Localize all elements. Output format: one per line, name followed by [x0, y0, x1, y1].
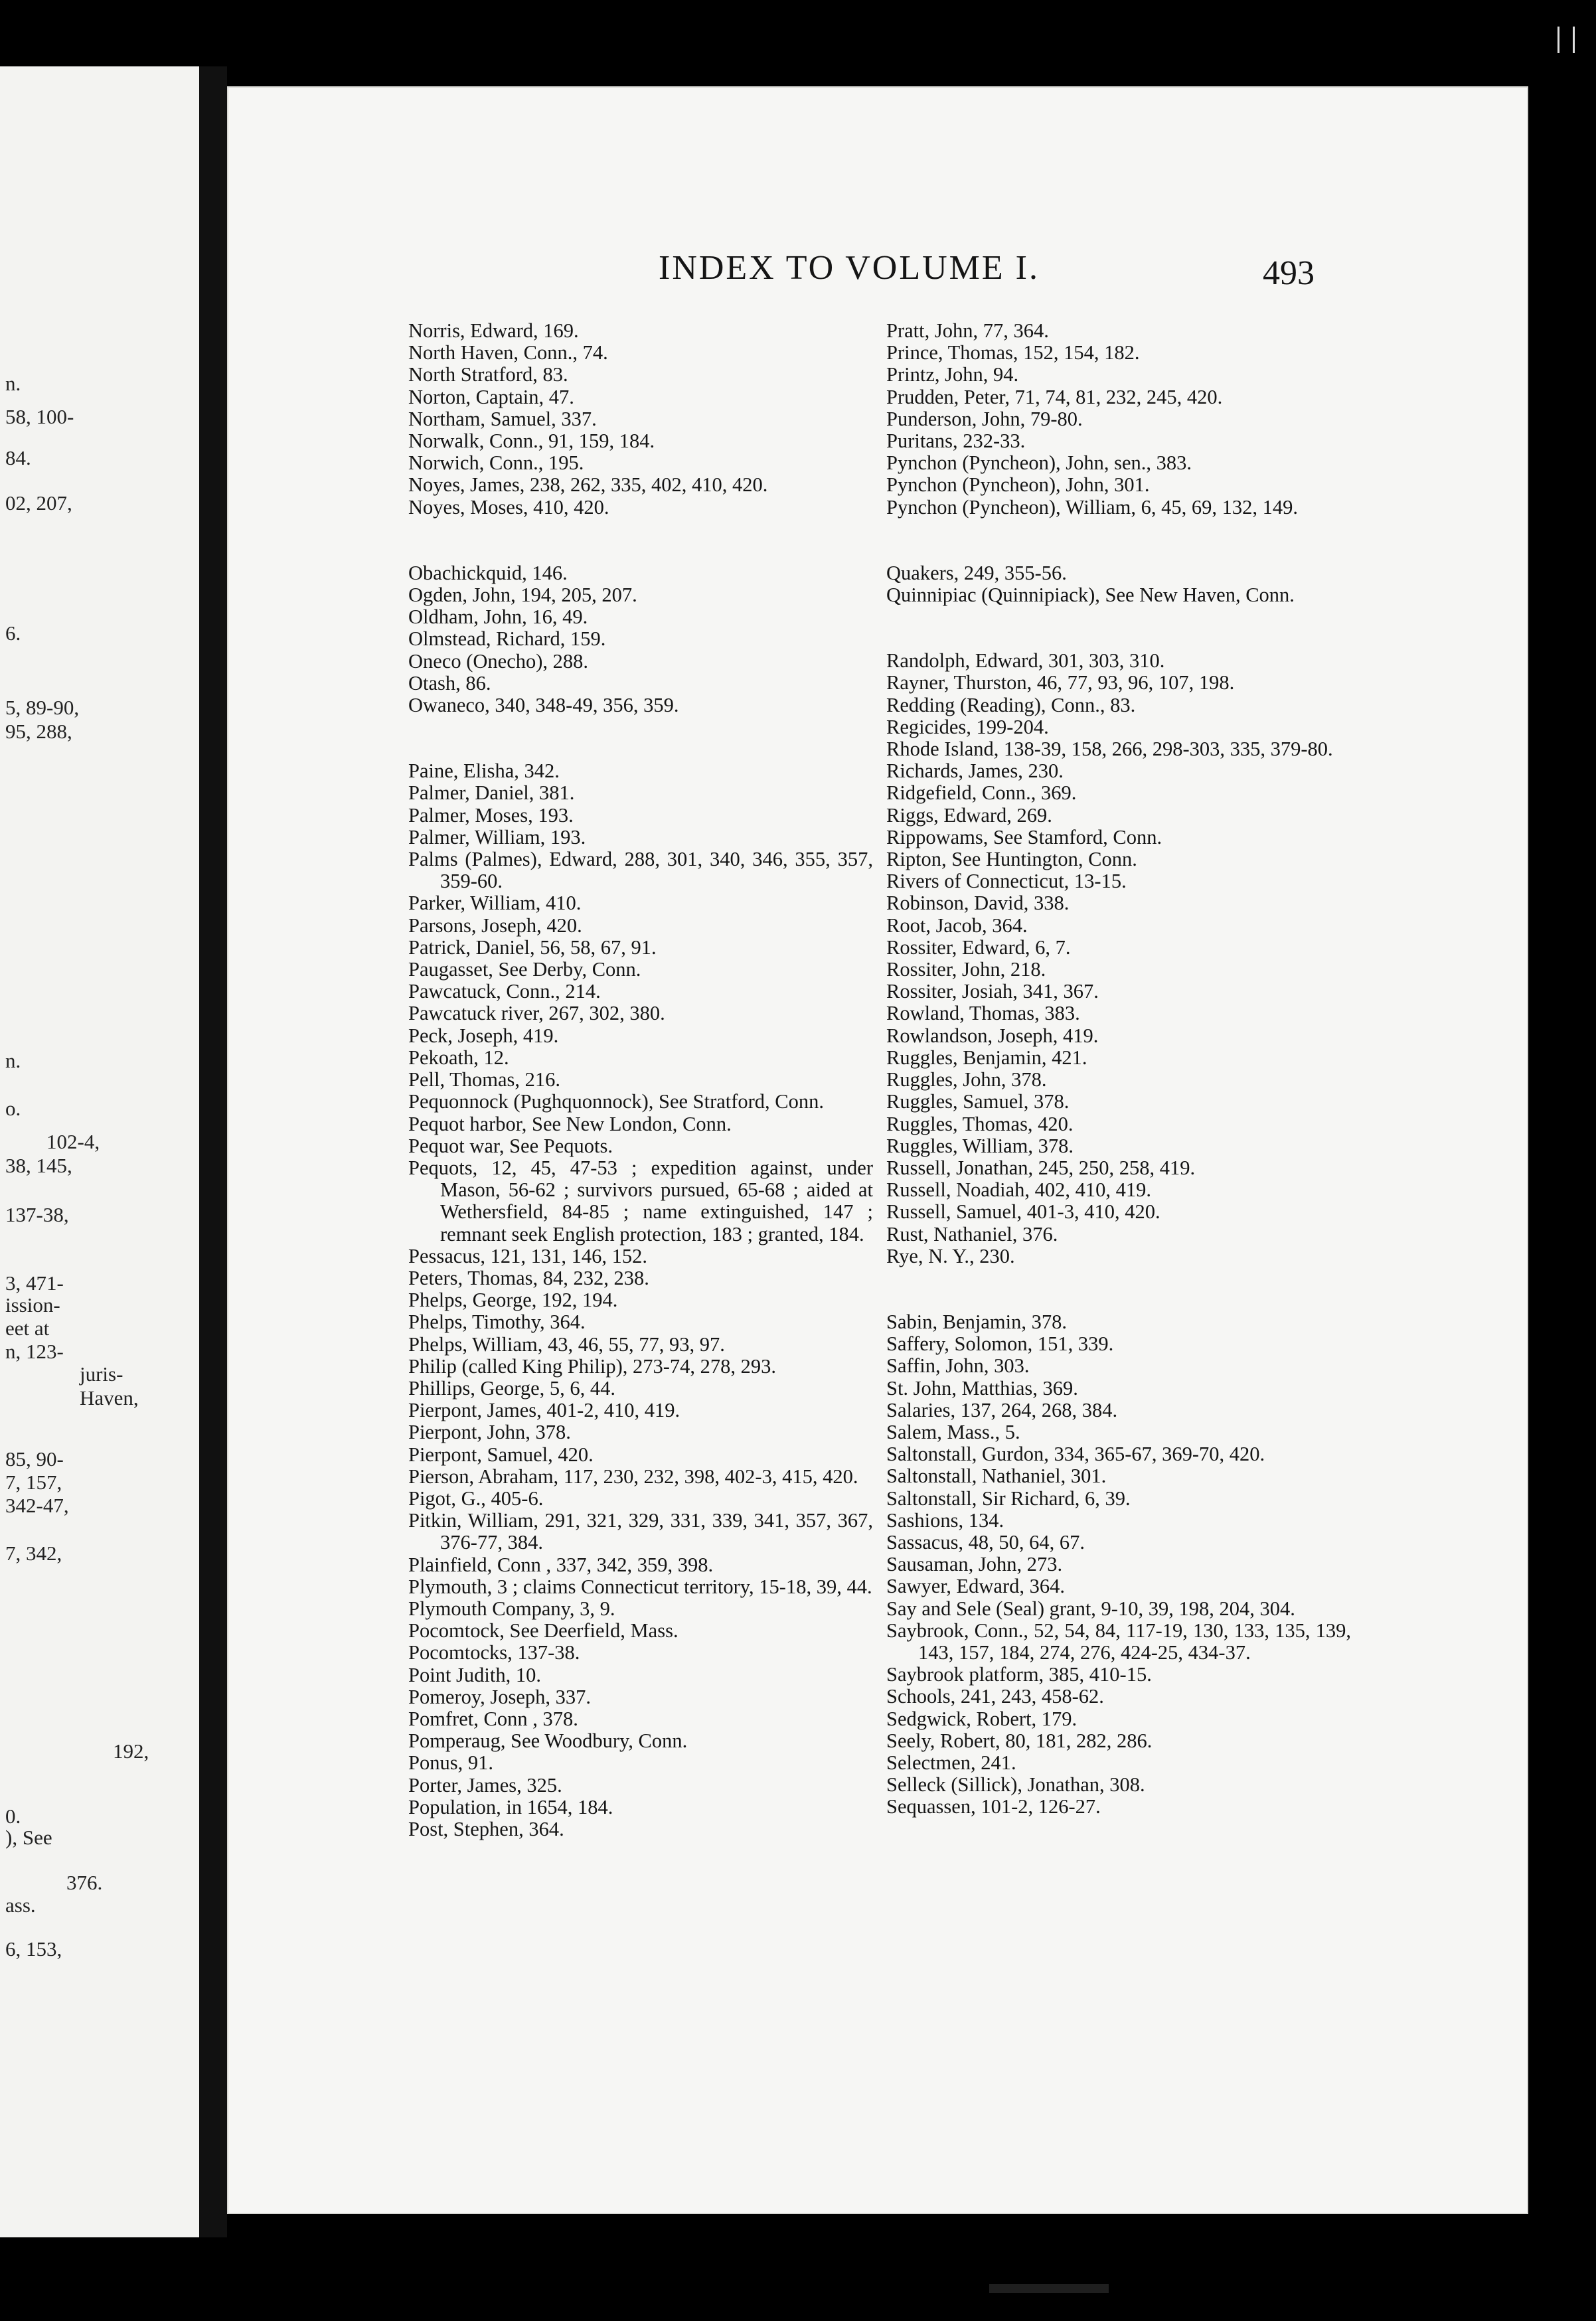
facing-page-text-fragment: n.	[5, 1049, 21, 1072]
index-entry: Ruggles, Benjamin, 421.	[886, 1046, 1087, 1069]
index-entry: Regicides, 199-204.	[886, 715, 1049, 738]
index-entry: Redding (Reading), Conn., 83.	[886, 693, 1136, 716]
index-entry: Otash, 86.	[408, 671, 491, 694]
index-entry: Paugasset, See Derby, Conn.	[408, 958, 641, 981]
index-entry: Phelps, George, 192, 194.	[408, 1289, 618, 1312]
index-entry: Olmstead, Richard, 159.	[408, 627, 606, 651]
facing-page-text-fragment: 6.	[5, 621, 21, 645]
index-entry: Salem, Mass., 5.	[886, 1420, 1020, 1443]
index-entry: Selectmen, 241.	[886, 1751, 1016, 1774]
facing-page-text-fragment: Haven,	[80, 1386, 139, 1409]
index-entry: Quinnipiac (Quinnipiack), See New Haven, Conn.	[886, 584, 1295, 607]
index-entry: Norton, Captain, 47.	[408, 385, 574, 408]
facing-page-text-fragment: 102-4,	[46, 1130, 100, 1153]
index-entry: Punderson, John, 79-80.	[886, 407, 1083, 430]
index-entry: Rayner, Thurston, 46, 77, 93, 96, 107, 198.	[886, 671, 1235, 694]
index-entry: Robinson, David, 338.	[886, 892, 1070, 915]
index-entry: Seely, Robert, 80, 181, 282, 286.	[886, 1729, 1153, 1752]
facing-page-text-fragment: 84.	[5, 446, 31, 469]
index-entry: Saltonstall, Gurdon, 334, 365-67, 369-70, 420.	[886, 1443, 1265, 1466]
index-entry: Pynchon (Pyncheon), William, 6, 45, 69, 132, 149.	[886, 495, 1299, 519]
running-header-title: INDEX TO VOLUME I.	[659, 249, 1040, 287]
index-entry: Rossiter, Josiah, 341, 367.	[886, 980, 1099, 1003]
facing-page-text-fragment: 6, 153,	[5, 1937, 62, 1961]
index-entry: Phelps, William, 43, 46, 55, 77, 93, 97.	[408, 1332, 725, 1356]
letter-section-gap	[408, 716, 873, 760]
facing-page-text-fragment: 192,	[113, 1739, 149, 1763]
index-entry: Ripton, See Huntington, Conn.	[886, 848, 1137, 871]
index-entry: Palmer, Moses, 193.	[408, 803, 574, 827]
index-entry: Saltonstall, Nathaniel, 301.	[886, 1465, 1107, 1488]
index-entry: Peters, Thomas, 84, 232, 238.	[408, 1266, 649, 1289]
letter-section-gap	[886, 606, 1351, 650]
index-entry: Sequassen, 101-2, 126-27.	[886, 1795, 1101, 1818]
index-entry: Ruggles, Samuel, 378.	[886, 1090, 1070, 1113]
facing-page-edge	[0, 66, 199, 2237]
index-entry: Palms (Palmes), Edward, 288, 301, 340, 346, 355, 357, 359-60.	[408, 848, 873, 893]
index-entry: Owaneco, 340, 348-49, 356, 359.	[408, 694, 679, 717]
index-entry: Population, in 1654, 184.	[408, 1795, 613, 1818]
scan-corner-mark	[1557, 27, 1575, 53]
index-entry: Parsons, Joseph, 420.	[408, 914, 582, 937]
facing-page-text-fragment: 137-38,	[5, 1203, 69, 1226]
index-entry: Pomperaug, See Woodbury, Conn.	[408, 1729, 688, 1753]
index-entry: Phillips, George, 5, 6, 44.	[408, 1376, 616, 1400]
index-entry: Pell, Thomas, 216.	[408, 1068, 561, 1091]
index-entry: Oldham, John, 16, 49.	[408, 605, 588, 629]
index-entry: Rossiter, John, 218.	[886, 958, 1046, 981]
index-entry: Plainfield, Conn , 337, 342, 359, 398.	[408, 1553, 714, 1576]
index-entry: Rowland, Thomas, 383.	[886, 1002, 1080, 1025]
index-entry: Pessacus, 121, 131, 146, 152.	[408, 1244, 648, 1267]
index-entry: Pratt, John, 77, 364.	[886, 319, 1049, 342]
index-entry: Richards, James, 230.	[886, 760, 1064, 783]
index-entry: Rust, Nathaniel, 376.	[886, 1222, 1058, 1245]
facing-page-text-fragment: 7, 342,	[5, 1542, 62, 1565]
index-entry: Root, Jacob, 364.	[886, 914, 1028, 937]
index-entry: Obachickquid, 146.	[408, 561, 568, 584]
index-entry: North Haven, Conn., 74.	[408, 341, 608, 364]
book-gutter	[199, 66, 227, 2237]
facing-page-text-fragment: 342-47,	[5, 1494, 69, 1517]
index-entry: Pequonnock (Pughquonnock), See Stratford, Conn.	[408, 1090, 825, 1113]
index-entry: Pierpont, James, 401-2, 410, 419.	[408, 1399, 680, 1422]
index-entry: Russell, Noadiah, 402, 410, 419.	[886, 1178, 1152, 1202]
index-entry: Saffin, John, 303.	[886, 1354, 1030, 1378]
index-entry: Palmer, Daniel, 381.	[408, 781, 575, 805]
index-entry: Pigot, G., 405-6.	[408, 1486, 544, 1510]
letter-section-gap	[886, 519, 1351, 562]
index-entry: Parker, William, 410.	[408, 892, 582, 915]
index-entry: Point Judith, 10.	[408, 1663, 541, 1686]
index-entry: Randolph, Edward, 301, 303, 310.	[886, 649, 1165, 673]
index-entry: St. John, Matthias, 369.	[886, 1376, 1078, 1400]
index-entry: Prince, Thomas, 152, 154, 182.	[886, 341, 1140, 364]
index-entry: Rossiter, Edward, 6, 7.	[886, 935, 1071, 959]
facing-page-text-fragment: 3, 471-	[5, 1271, 64, 1295]
index-entry: Salaries, 137, 264, 268, 384.	[886, 1398, 1118, 1421]
index-entry: Sawyer, Edward, 364.	[886, 1575, 1065, 1598]
index-entry: Pitkin, William, 291, 321, 329, 331, 339, 341, 357, 367, 376-77, 384.	[408, 1509, 873, 1554]
facing-page-text-fragment: ), See	[5, 1826, 52, 1849]
index-entry: Sassacus, 48, 50, 64, 67.	[886, 1530, 1085, 1554]
facing-page-text-fragment: ass.	[5, 1893, 36, 1917]
page-number: 493	[1263, 254, 1315, 292]
index-entry: Pocomtocks, 137-38.	[408, 1641, 580, 1664]
index-entry: Saybrook, Conn., 52, 54, 84, 117-19, 130, 133, 135, 139, 143, 157, 184, 274, 276, 424-25, 434-37.	[886, 1619, 1351, 1664]
index-entry: Rhode Island, 138-39, 158, 266, 298-303, 335, 379-80.	[886, 738, 1333, 761]
letter-section-gap	[886, 1267, 1351, 1311]
index-entry: Ruggles, Thomas, 420.	[886, 1112, 1074, 1135]
index-entry: Palmer, William, 193.	[408, 825, 586, 848]
index-entry: Ridgefield, Conn., 369.	[886, 781, 1077, 805]
index-entry: Russell, Jonathan, 245, 250, 258, 419.	[886, 1156, 1196, 1179]
index-entry: Pierson, Abraham, 117, 230, 232, 398, 402-3, 415, 420.	[408, 1465, 858, 1488]
index-entry: Paine, Elisha, 342.	[408, 760, 560, 783]
index-entry: Plymouth Company, 3, 9.	[408, 1597, 615, 1620]
index-entry: Schools, 241, 243, 458-62.	[886, 1685, 1104, 1708]
index-entry: Prudden, Peter, 71, 74, 81, 232, 245, 420.	[886, 385, 1223, 408]
index-entry: Saybrook platform, 385, 410-15.	[886, 1663, 1152, 1686]
facing-page-text-fragment: ission-	[5, 1293, 60, 1317]
index-page	[227, 86, 1528, 2214]
index-column-left	[408, 320, 873, 1840]
index-entry: Post, Stephen, 364.	[408, 1818, 564, 1840]
index-entry: Sabin, Benjamin, 378.	[886, 1310, 1067, 1333]
index-entry: Pomeroy, Joseph, 337.	[408, 1685, 592, 1708]
index-entry: Patrick, Daniel, 56, 58, 67, 91.	[408, 935, 657, 959]
index-entry: Norwalk, Conn., 91, 159, 184.	[408, 430, 655, 453]
index-entry: Russell, Samuel, 401-3, 410, 420.	[886, 1200, 1160, 1224]
index-entry: Porter, James, 325.	[408, 1773, 562, 1797]
facing-page-text-fragment: 58, 100-	[5, 405, 74, 428]
index-entry: Ruggles, John, 378.	[886, 1068, 1047, 1091]
index-entry: Rye, N. Y., 230.	[886, 1244, 1015, 1267]
index-entry: Noyes, James, 238, 262, 335, 402, 410, 420.	[408, 473, 768, 497]
index-entry: Pekoath, 12.	[408, 1046, 509, 1069]
index-column-right	[886, 320, 1351, 1818]
facing-page-text-fragment: juris-	[80, 1362, 123, 1386]
index-entry: Sashions, 134.	[886, 1508, 1004, 1532]
index-entry: Noyes, Moses, 410, 420.	[408, 495, 609, 519]
facing-page-text-fragment: 38, 145,	[5, 1154, 72, 1177]
index-entry: Pawcatuck, Conn., 214.	[408, 980, 601, 1003]
scan-artifact	[989, 2284, 1109, 2293]
index-entry: Philip (called King Philip), 273-74, 278, 293.	[408, 1354, 777, 1378]
index-entry: Rivers of Connecticut, 13-15.	[886, 870, 1127, 893]
facing-page-text-fragment: eet at	[5, 1317, 50, 1340]
index-entry: Oneco (Onecho), 288.	[408, 649, 589, 673]
index-entry: Sausaman, John, 273.	[886, 1553, 1063, 1576]
facing-page-text-fragment: 5, 89-90,	[5, 696, 80, 719]
facing-page-text-fragment: 85, 90-	[5, 1447, 64, 1471]
index-entry: Saltonstall, Sir Richard, 6, 39.	[886, 1486, 1131, 1510]
index-entry: Pequots, 12, 45, 47-53 ; expedition against, under Mason, 56-62 ; survivors pursued, 65-68 ; aided at Wethersfield, 84-85 ; name extinguished, 147 ; remnant seek English protection, 183 ; granted, 184.	[408, 1156, 873, 1245]
index-entry: Pawcatuck river, 267, 302, 380.	[408, 1002, 665, 1025]
index-entry: Pequot war, See Pequots.	[408, 1134, 613, 1157]
index-entry: Riggs, Edward, 269.	[886, 803, 1052, 827]
index-entry: Northam, Samuel, 337.	[408, 407, 597, 430]
facing-page-text-fragment: o.	[5, 1097, 21, 1120]
index-entry: Phelps, Timothy, 364.	[408, 1311, 586, 1334]
facing-page-text-fragment: 376.	[66, 1871, 103, 1894]
index-entry: Rowlandson, Joseph, 419.	[886, 1024, 1099, 1047]
facing-page-text-fragment: 02, 207,	[5, 491, 72, 515]
index-entry: Pynchon (Pyncheon), John, sen., 383.	[886, 451, 1192, 475]
index-entry: Pynchon (Pyncheon), John, 301.	[886, 473, 1150, 497]
index-entry: Pocomtock, See Deerfield, Mass.	[408, 1619, 678, 1642]
index-entry: Ogden, John, 194, 205, 207.	[408, 584, 637, 607]
facing-page-text-fragment: 7, 157,	[5, 1471, 62, 1494]
index-entry: Selleck (Sillick), Jonathan, 308.	[886, 1773, 1145, 1797]
index-entry: Puritans, 232-33.	[886, 430, 1026, 453]
index-entry: Pierpont, John, 378.	[408, 1421, 571, 1444]
index-entry: Plymouth, 3 ; claims Connecticut territory, 15-18, 39, 44.	[408, 1575, 872, 1598]
index-entry: Pequot harbor, See New London, Conn.	[408, 1112, 732, 1135]
index-entry: Norwich, Conn., 195.	[408, 451, 584, 475]
facing-page-text-fragment: 95, 288,	[5, 720, 72, 743]
index-entry: Ruggles, William, 378.	[886, 1134, 1074, 1157]
index-entry: Rippowams, See Stamford, Conn.	[886, 825, 1162, 848]
index-entry: Sedgwick, Robert, 179.	[886, 1707, 1077, 1730]
index-entry: Norris, Edward, 169.	[408, 319, 579, 342]
facing-page-text-fragment: 0.	[5, 1804, 21, 1828]
index-entry: Saffery, Solomon, 151, 339.	[886, 1332, 1114, 1356]
index-entry: Ponus, 91.	[408, 1751, 493, 1775]
index-entry: Say and Sele (Seal) grant, 9-10, 39, 198, 204, 304.	[886, 1597, 1295, 1620]
index-entry: Quakers, 249, 355-56.	[886, 561, 1067, 584]
index-entry: Pomfret, Conn , 378.	[408, 1707, 578, 1730]
index-entry: Pierpont, Samuel, 420.	[408, 1443, 594, 1466]
letter-section-gap	[408, 519, 873, 562]
index-entry: Peck, Joseph, 419.	[408, 1024, 559, 1047]
facing-page-text-fragment: n.	[5, 372, 21, 395]
facing-page-text-fragment: n, 123-	[5, 1340, 64, 1363]
index-entry: North Stratford, 83.	[408, 363, 568, 386]
index-entry: Printz, John, 94.	[886, 363, 1019, 386]
